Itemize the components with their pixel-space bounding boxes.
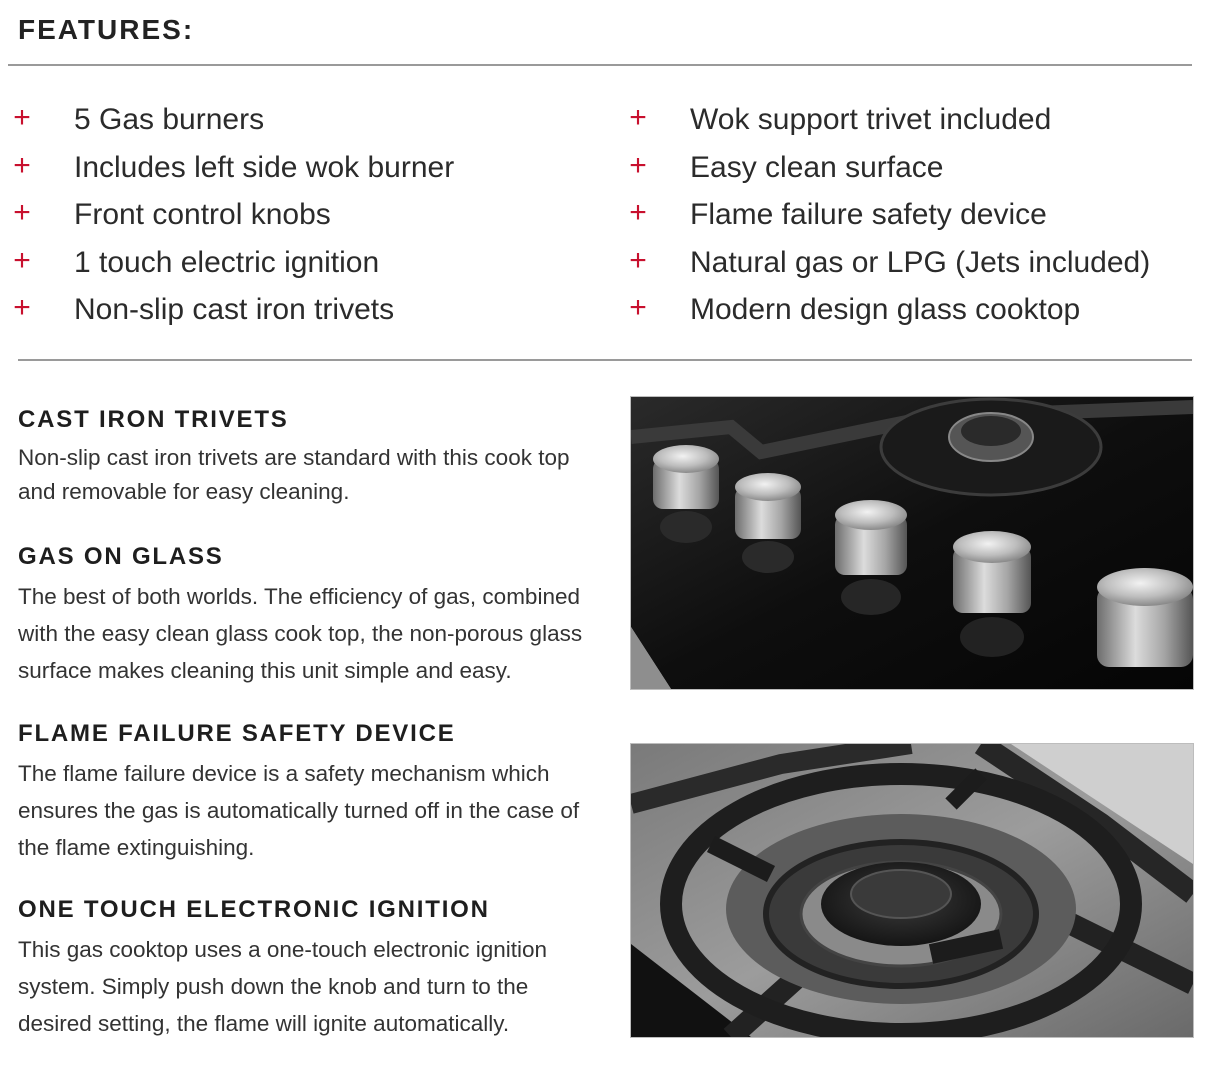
feature-text: 5 Gas burners: [74, 103, 265, 136]
feature-item: [626, 191, 1206, 239]
plus-icon: +: [629, 148, 647, 182]
plus-icon: +: [13, 148, 31, 182]
feature-item: [10, 191, 600, 239]
section-heading: FLAME FAILURE SAFETY DEVICE: [18, 720, 456, 747]
feature-item: [626, 239, 1206, 287]
plus-icon: +: [13, 291, 31, 324]
plus-icon: +: [629, 291, 647, 324]
body-line: The best of both worlds. The efficiency of gas, combined: [18, 584, 580, 609]
feature-text: Flame failure safety device: [690, 198, 1047, 231]
feature-text: 1 touch electric ignition: [74, 245, 380, 279]
feature-item: [10, 286, 600, 334]
wok-burner-photo: [630, 743, 1194, 1038]
feature-text: Wok support trivet included: [690, 103, 1052, 136]
body-line: system. Simply push down the knob and turn to the: [18, 974, 529, 999]
feature-item: [10, 96, 600, 144]
section-cast-iron-trivets: [18, 405, 598, 509]
features-list-right: [626, 96, 1206, 334]
body-line: with the easy clean glass cook top, the non-porous glass: [18, 621, 583, 646]
body-line: desired setting, the flame will ignite automatically.: [18, 1011, 510, 1036]
feature-text: Non-slip cast iron trivets: [74, 293, 395, 326]
feature-item: [10, 144, 600, 192]
section-electronic-ignition: [18, 895, 598, 1042]
section-flame-failure: [18, 719, 598, 866]
body-line: The flame failure device is a safety mechanism which: [18, 761, 550, 786]
body-line: This gas cooktop uses a one-touch electronic ignition: [18, 937, 548, 962]
body-line: the flame extinguishing.: [18, 835, 255, 860]
feature-item: [626, 144, 1206, 192]
body-line: ensures the gas is automatically turned off in the case of: [18, 798, 580, 823]
feature-text: Includes left side wok burner: [74, 150, 455, 184]
control-knobs-photo: [630, 396, 1194, 690]
section-body: [18, 441, 598, 509]
plus-icon: +: [629, 101, 647, 134]
plus-icon: +: [13, 196, 31, 229]
section-body: [18, 931, 598, 1042]
plus-icon: +: [629, 196, 647, 229]
section-heading: CAST IRON TRIVETS: [18, 406, 289, 433]
feature-item: [626, 96, 1206, 144]
middle-divider: [18, 359, 1192, 361]
features-list-left: [10, 96, 600, 334]
body-line: surface makes cleaning this unit simple and easy.: [18, 658, 512, 683]
body-line: and removable for easy cleaning.: [18, 479, 350, 504]
feature-text: Easy clean surface: [690, 150, 944, 184]
body-line: Non-slip cast iron trivets are standard with this cook top: [18, 445, 570, 470]
section-body: [18, 578, 598, 689]
section-body: [18, 755, 598, 866]
top-divider: [8, 64, 1192, 66]
feature-item: [10, 239, 600, 287]
plus-icon: +: [13, 243, 31, 277]
section-heading: GAS ON GLASS: [18, 543, 224, 570]
plus-icon: +: [629, 243, 647, 277]
feature-text: Modern design glass cooktop: [690, 293, 1081, 326]
feature-text: Front control knobs: [74, 198, 331, 231]
section-heading: ONE TOUCH ELECTRONIC IGNITION: [18, 896, 490, 923]
section-gas-on-glass: [18, 542, 598, 689]
feature-item: [626, 286, 1206, 334]
features-title: FEATURES:: [18, 14, 195, 45]
feature-text: Natural gas or LPG (Jets included): [690, 245, 1151, 279]
plus-icon: +: [13, 101, 31, 134]
